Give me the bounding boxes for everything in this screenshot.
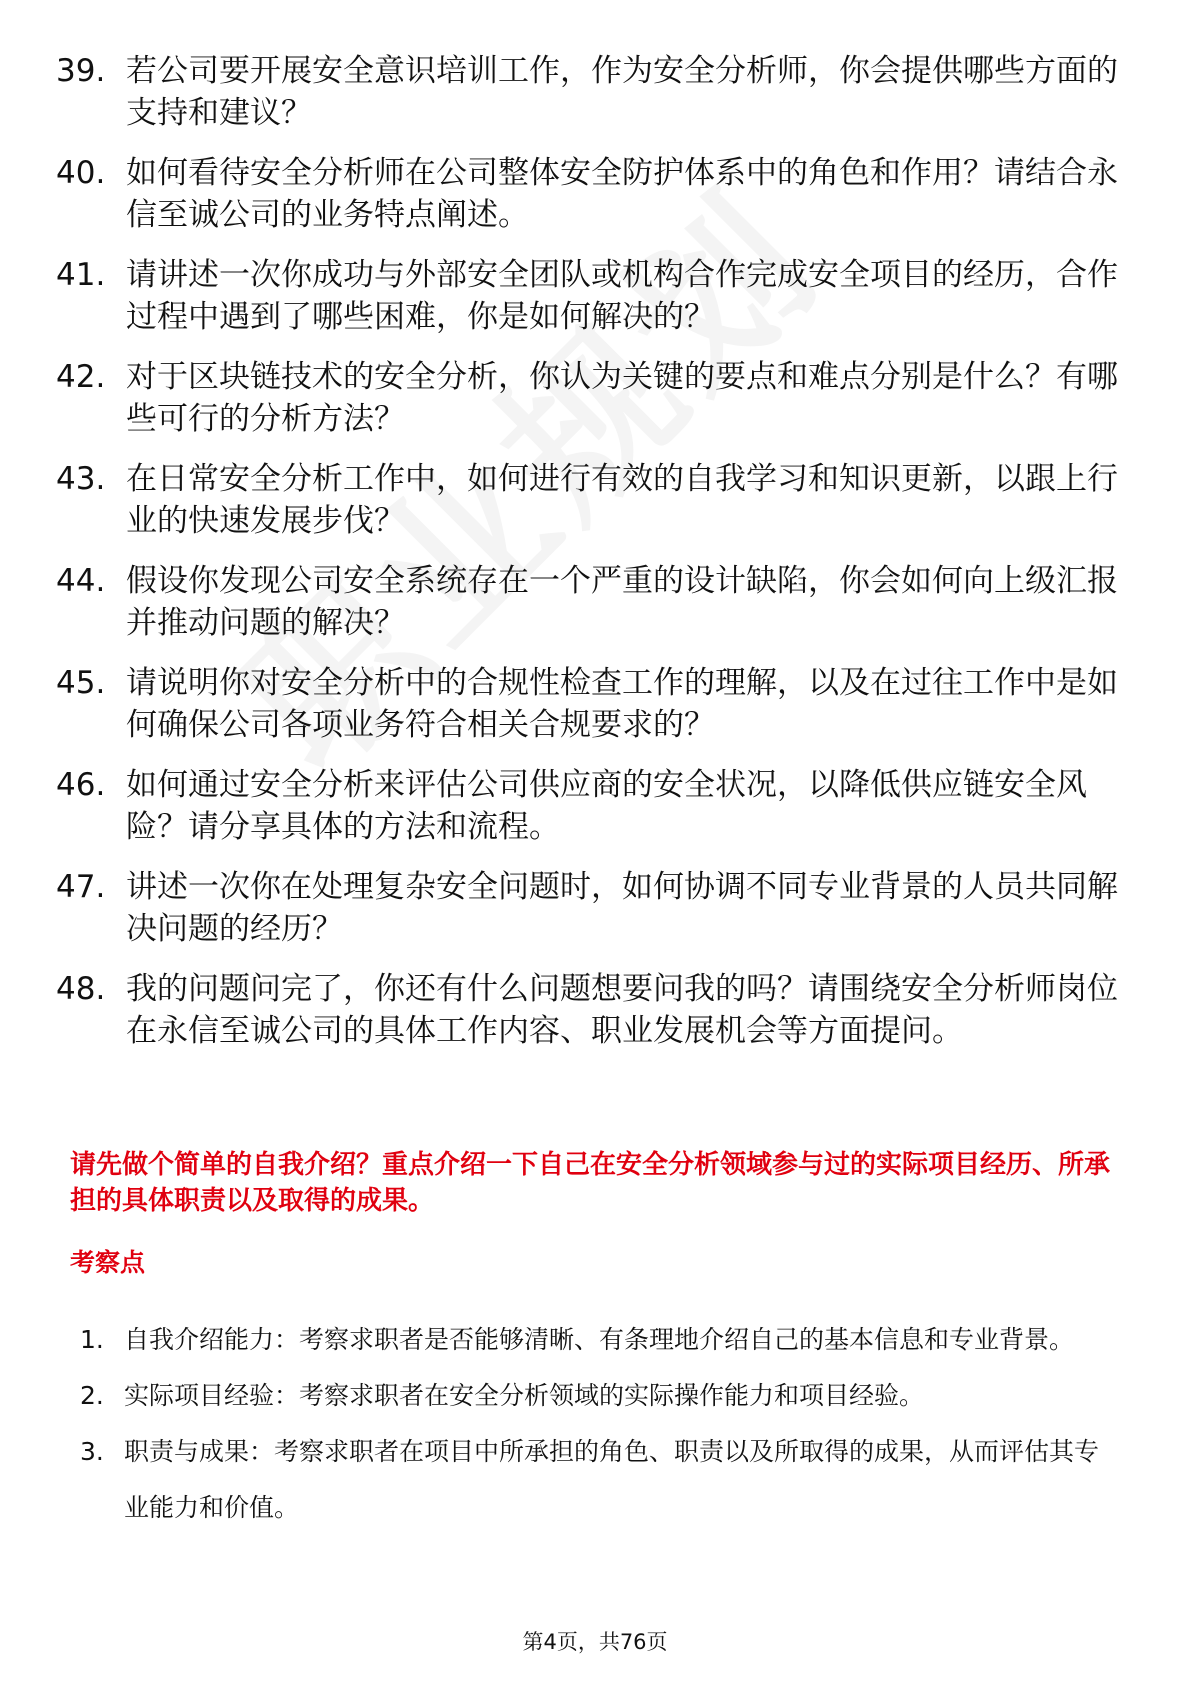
question-text: 我的问题问完了，你还有什么问题想要问我的吗？请围绕安全分析师岗位在永信至诚公司的具体工作内容、职业发展机会等方面提问。 — [126, 971, 1118, 1049]
question-list — [56, 50, 1136, 1070]
question-number: 43. — [56, 461, 106, 497]
point-text: 自我介绍能力：考察求职者是否能够清晰、有条理地介绍自己的基本信息和专业背景。 — [124, 1325, 1075, 1354]
question-text: 在日常安全分析工作中，如何进行有效的自我学习和知识更新，以跟上行业的快速发展步伐？ — [126, 461, 1118, 539]
assessment-point — [80, 1312, 1120, 1368]
question-text: 对于区块链技术的安全分析，你认为关键的要点和难点分别是什么？有哪些可行的分析方法？ — [126, 359, 1118, 437]
question-number: 47. — [56, 869, 106, 905]
section-title: 考察点 — [70, 1248, 146, 1277]
question-item — [56, 254, 1136, 338]
question-number: 44. — [56, 563, 106, 599]
question-text: 若公司要开展安全意识培训工作，作为安全分析师，你会提供哪些方面的支持和建议？ — [126, 53, 1118, 131]
question-item — [56, 866, 1136, 950]
question-number: 48. — [56, 971, 106, 1007]
page-footer: 第4页，共76页 — [522, 1630, 668, 1654]
question-text: 请说明你对安全分析中的合规性检查工作的理解，以及在过往工作中是如何确保公司各项业务符合相关合规要求的？ — [126, 665, 1118, 743]
question-number: 41. — [56, 257, 106, 293]
question-text: 请讲述一次你成功与外部安全团队或机构合作完成安全项目的经历，合作过程中遇到了哪些困难，你是如何解决的？ — [126, 257, 1118, 335]
question-text: 讲述一次你在处理复杂安全问题时，如何协调不同专业背景的人员共同解决问题的经历？ — [126, 869, 1118, 947]
question-item — [56, 458, 1136, 542]
question-number: 40. — [56, 155, 106, 191]
question-item — [56, 356, 1136, 440]
point-text: 实际项目经验：考察求职者在安全分析领域的实际操作能力和项目经验。 — [124, 1381, 925, 1410]
question-item — [56, 560, 1136, 644]
assessment-point-list — [80, 1312, 1120, 1536]
question-number: 45. — [56, 665, 106, 701]
point-text: 职责与成果：考察求职者在项目中所承担的角色、职责以及所取得的成果，从而评估其专业能力和价值。 — [124, 1437, 1100, 1522]
question-item — [56, 50, 1136, 134]
question-text: 假设你发现公司安全系统存在一个严重的设计缺陷，你会如何向上级汇报并推动问题的解决？ — [126, 563, 1118, 641]
point-number: 3. — [80, 1437, 104, 1466]
assessment-point — [80, 1368, 1120, 1424]
highlight-question: 请先做个简单的自我介绍？重点介绍一下自己在安全分析领域参与过的实际项目经历、所承担的具体职责以及取得的成果。 — [70, 1150, 1111, 1216]
question-item — [56, 152, 1136, 236]
question-item — [56, 662, 1136, 746]
question-number: 42. — [56, 359, 106, 395]
question-text: 如何看待安全分析师在公司整体安全防护体系中的角色和作用？请结合永信至诚公司的业务特点阐述。 — [126, 155, 1118, 233]
point-number: 1. — [80, 1325, 104, 1354]
question-item — [56, 968, 1136, 1052]
question-text: 如何通过安全分析来评估公司供应商的安全状况，以降低供应链安全风险？请分享具体的方法和流程。 — [126, 767, 1087, 845]
point-number: 2. — [80, 1381, 104, 1410]
question-number: 46. — [56, 767, 106, 803]
question-number: 39. — [56, 53, 106, 89]
question-item — [56, 764, 1136, 848]
assessment-point — [80, 1424, 1120, 1536]
